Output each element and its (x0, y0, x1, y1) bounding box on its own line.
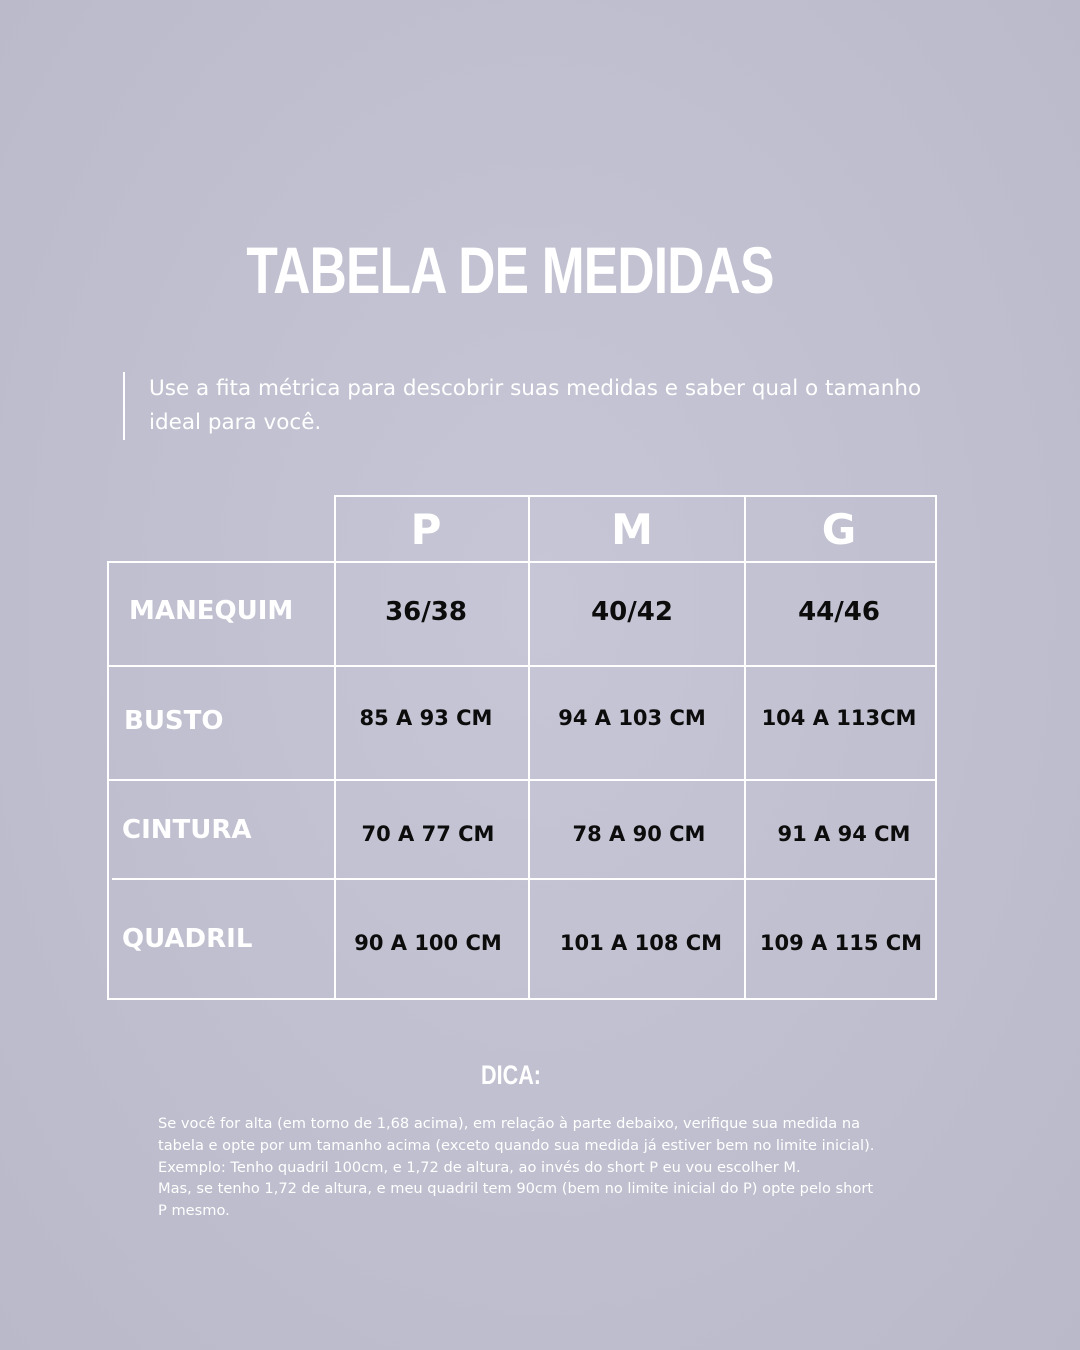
tip-paragraph: Mas, se tenho 1,72 de altura, e meu quadril tem 90cm (bem no limite inicial do P) opte pelo short P mesmo. (158, 1180, 874, 1220)
table-cell: 40/42 (591, 597, 673, 627)
table-cell: 109 A 115 CM (759, 931, 923, 955)
grid-line (334, 495, 336, 1000)
intro-text: Use a fita métrica para descobrir suas medidas e saber qual o tamanho ideal para você. (149, 376, 922, 435)
table-cell: 91 A 94 CM (777, 822, 911, 846)
table-cell: 101 A 108 CM (559, 931, 723, 955)
size-header-g: G (821, 504, 857, 554)
tip-paragraph: Exemplo: Tenho quadril 100cm, e 1,72 de altura, ao invés do short P eu vou escolher M. (158, 1158, 801, 1176)
grid-line (108, 998, 937, 1000)
tip-heading: DICA: (481, 1060, 541, 1090)
table-cell: 78 A 90 CM (572, 822, 706, 846)
grid-line (108, 561, 937, 563)
table-cell: 94 A 103 CM (558, 706, 706, 730)
tip-paragraph: Se você for alta (em torno de 1,68 acima), em relação à parte debaixo, verifique sua medida na tabela e opte por um tamanho acima (exceto quando sua medida já estiver bem no limite inicial). (158, 1115, 875, 1154)
grid-line (744, 495, 746, 1000)
table-cell: 44/46 (798, 597, 880, 627)
grid-line (112, 878, 937, 880)
size-header-p: P (410, 504, 442, 554)
intro-block (123, 372, 949, 440)
page-title: TABELA DE MEDIDAS (246, 233, 774, 307)
row-label-cintura: CINTURA (122, 815, 252, 845)
grid-line (107, 561, 109, 1000)
table-cell: 104 A 113CM (761, 706, 917, 730)
row-label-busto: BUSTO (124, 706, 224, 736)
table-cell: 70 A 77 CM (361, 822, 495, 846)
table-cell: 36/38 (385, 597, 467, 627)
grid-line (528, 495, 530, 1000)
grid-line (935, 495, 937, 1000)
size-header-m: M (611, 504, 653, 554)
table-cell: 85 A 93 CM (359, 706, 493, 730)
row-label-manequim: MANEQUIM (129, 596, 294, 626)
grid-line (108, 665, 937, 667)
table-cell: 90 A 100 CM (354, 931, 502, 955)
grid-line (108, 779, 937, 781)
row-label-quadril: QUADRIL (122, 924, 253, 954)
tip-text (158, 1113, 878, 1222)
